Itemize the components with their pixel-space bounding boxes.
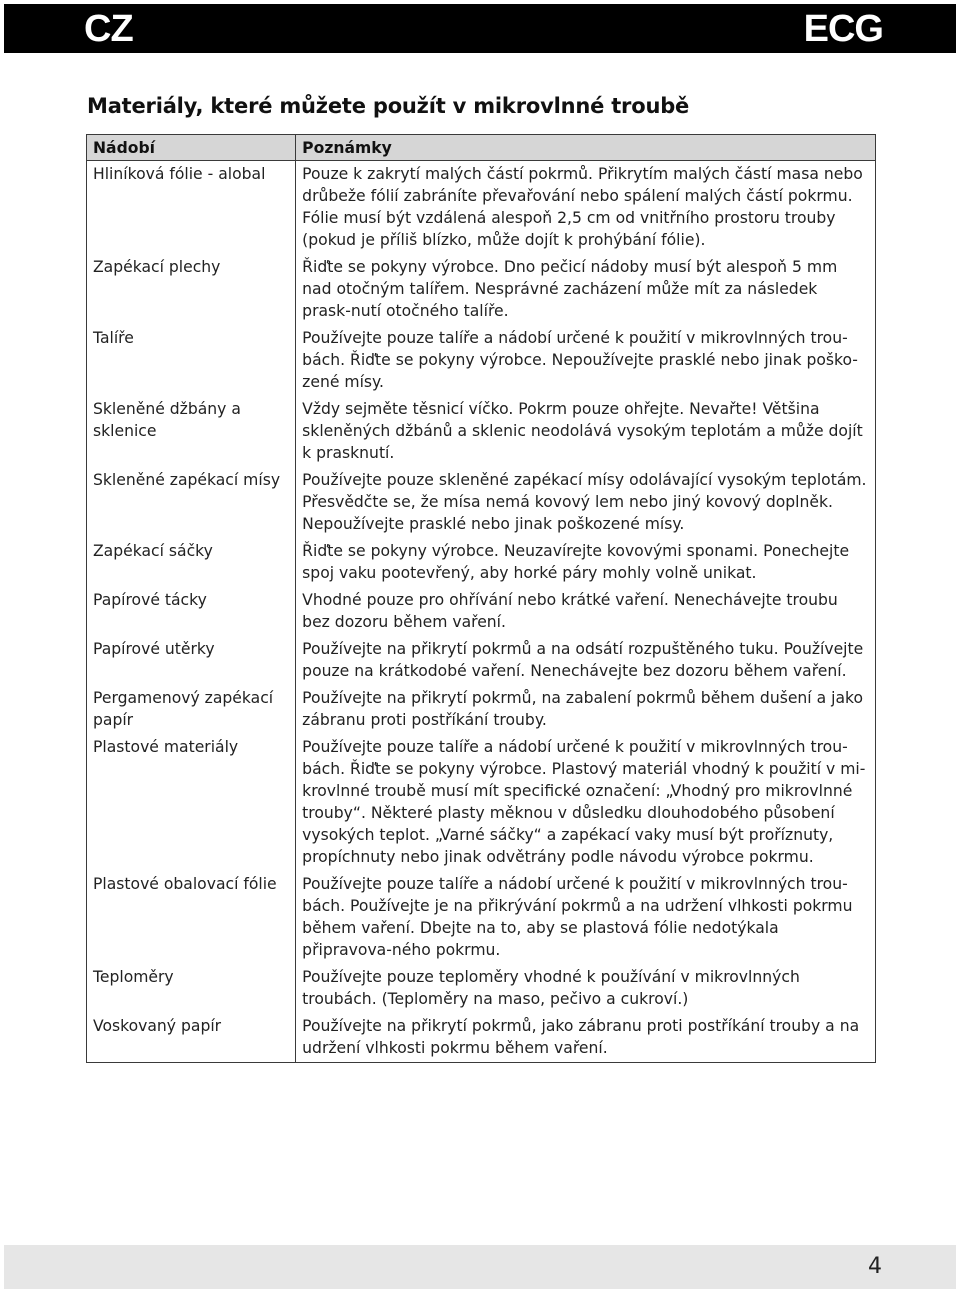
row-item: Papírové tácky	[87, 587, 296, 636]
table-row	[87, 1013, 876, 1063]
row-note: Používejte pouze talíře a nádobí určené k použití v mikrovlnných trou-bách. Používejte je na přikrývání pokrmů a na udržení vlhkosti pokrmu během vaření. Dbejte na to, aby se plastová fólie nedotýkala připravova-ného pokrmu.	[302, 875, 853, 959]
table-row	[87, 587, 876, 636]
column-header-dishes: Nádobí	[87, 135, 296, 161]
row-note: Používejte pouze talíře a nádobí určené k použití v mikrovlnných trou-bách. Řiďte se pokyny výrobce. Plastový materiál vhodný k použití v mi-krovlnné troubě musí mít specifické označení: „Vhodný pro mikrovlnné trouby“. Některé plasty měknou v důsledku dlouhodobého působení vysokých teplot. „Varné sáčky“ a zapékací vaky musí být proříznuty, propíchnuty nebo jinak odvětrány podle návodu výrobce pokrmu.	[302, 738, 866, 866]
materials-table	[86, 134, 876, 1063]
column-header-notes: Poznámky	[296, 135, 876, 161]
table-row	[87, 734, 876, 871]
table-row	[87, 871, 876, 964]
row-note: Používejte pouze teploměry vhodné k používání v mikrovlnných troubách. (Teploměry na maso, pečivo a cukroví.)	[302, 968, 800, 1008]
row-note: Pouze k zakrytí malých částí pokrmů. Přikrytím malých částí masa nebo drůbeže fólií zabráníte převařování nebo spálení malých částí pokrmu. Fólie musí být vzdálená alespoň 2,5 cm od vnitřního prostoru trouby (pokud je příliš blízko, může dojít k prohýbání fólie).	[302, 165, 863, 249]
table-row	[87, 964, 876, 1013]
row-item: Plastové materiály	[87, 734, 296, 871]
row-note: Vždy sejměte těsnicí víčko. Pokrm pouze ohřejte. Nevařte! Většina skleněných džbánů a sklenic neodolává vysokým teplotám a může dojít k prasknutí.	[302, 400, 863, 462]
row-item: Hliníková fólie - alobal	[87, 161, 296, 255]
table-header-row	[87, 135, 876, 161]
row-item: Teploměry	[87, 964, 296, 1013]
row-item: Skleněné džbány a sklenice	[87, 396, 296, 467]
row-item: Voskovaný papír	[87, 1013, 296, 1063]
row-note: Používejte pouze talíře a nádobí určené k použití v mikrovlnných trou-bách. Řiďte se pokyny výrobce. Nepoužívejte prasklé nebo jinak poško-zené mísy.	[302, 329, 858, 391]
row-note: Používejte na přikrytí pokrmů a na odsátí rozpuštěného tuku. Používejte pouze na krátkodobé vaření. Nenechávejte bez dozoru během vaření.	[302, 640, 864, 680]
table-row	[87, 325, 876, 396]
row-item: Papírové utěrky	[87, 636, 296, 685]
row-item: Skleněné zapékací mísy	[87, 467, 296, 538]
page-title: Materiály, které můžete použít v mikrovlnné troubě	[87, 94, 690, 118]
row-note: Vhodné pouze pro ohřívání nebo krátké vaření. Nenechávejte troubu bez dozoru během vaření.	[302, 591, 838, 631]
header-bar	[4, 4, 956, 53]
table-row	[87, 538, 876, 587]
table-row	[87, 636, 876, 685]
row-note: Používejte pouze skleněné zapékací mísy odolávající vysokým teplotám. Přesvědčte se, že mísa nemá kovový lem nebo jiný kovový doplněk. Nepoužívejte prasklé nebo jinak poškozené mísy.	[302, 471, 867, 533]
brand-logo: ECG	[803, 8, 883, 50]
row-note: Řiďte se pokyny výrobce. Neuzavírejte kovovými sponami. Ponechejte spoj vaku pootevřený, aby horké páry mohly volně unikat.	[302, 542, 850, 582]
page-number: 4	[868, 1254, 882, 1279]
table-row	[87, 396, 876, 467]
row-note: Používejte na přikrytí pokrmů, jako zábranu proti postříkání trouby a na udržení vlhkosti pokrmu během vaření.	[302, 1017, 860, 1057]
table-row	[87, 254, 876, 325]
row-item: Talíře	[87, 325, 296, 396]
row-item: Zapékací plechy	[87, 254, 296, 325]
row-note: Používejte na přikrytí pokrmů, na zabalení pokrmů během dušení a jako zábranu proti postříkání trouby.	[302, 689, 864, 729]
footer-bar	[4, 1245, 956, 1289]
row-item: Pergamenový zapékací papír	[87, 685, 296, 734]
row-item: Zapékací sáčky	[87, 538, 296, 587]
row-note: Řiďte se pokyny výrobce. Dno pečicí nádoby musí být alespoň 5 mm nad otočným talířem. Nesprávné zacházení může mít za následek prask-nutí otočného talíře.	[302, 258, 838, 320]
language-code: CZ	[84, 8, 133, 50]
row-item: Plastové obalovací fólie	[87, 871, 296, 964]
table-row	[87, 467, 876, 538]
table-row	[87, 161, 876, 255]
table-row	[87, 685, 876, 734]
